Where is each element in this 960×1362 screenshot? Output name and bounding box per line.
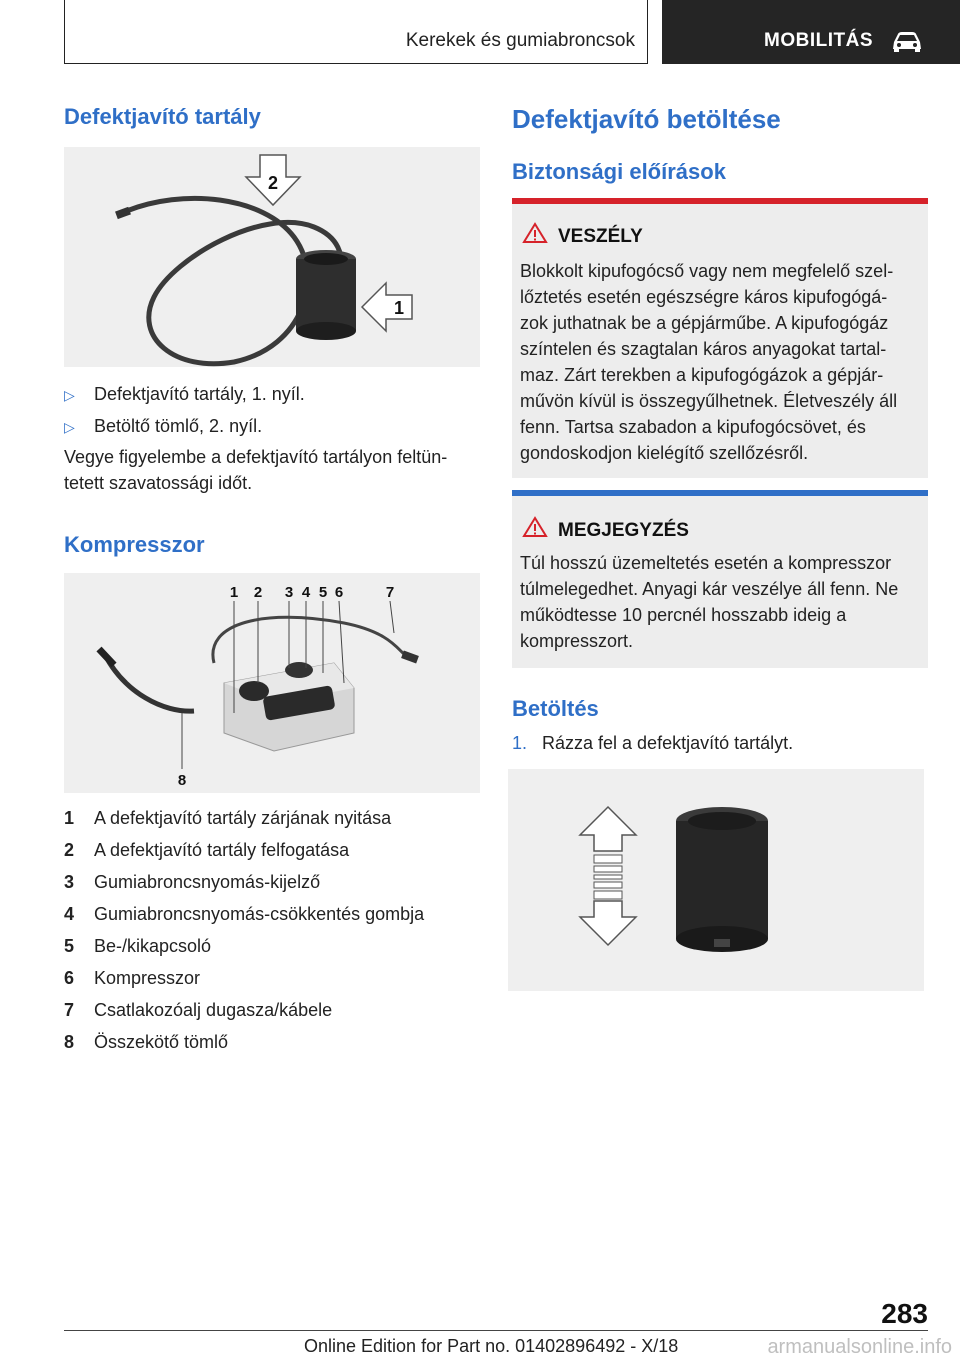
heading-repair-tank: Defektjavító tartály (64, 104, 261, 129)
diagram-number: 7 (385, 584, 395, 601)
step-text: Rázza fel a defektjavító tartályt. (542, 733, 794, 753)
edition-footer: Online Edition for Part no. 01402896492 - X/18 (304, 1336, 679, 1356)
diagram-number: 2 (253, 584, 263, 601)
shake-tank-illustration (508, 769, 924, 991)
legend-item: 8 Összekötő tömlő (64, 1032, 229, 1052)
diagram-number: 3 (284, 584, 294, 601)
legend-item: 5 Be-/kikapcsoló (64, 936, 212, 956)
diagram-number: 8 (177, 772, 187, 789)
notice-title: MEGJEGYZÉS (558, 520, 689, 541)
notice-bar (512, 490, 928, 496)
legend-item: 7 Csatlakozóalj dugasza/kábele (64, 1000, 333, 1020)
danger-title: VESZÉLY (558, 226, 643, 247)
danger-text: Blokkolt kipufogócső vagy nem megfelelő szel- lőztetés esetén egészségre káros kipufogógá- zok juthatnak be a gépjárműbe. A kipufogógáz színtelen és szagtalan káros anyagokat tartal- maz. Zárt terekben a kipufogógázok a gépjár- művön kívül is összegyűlhetnek. Életveszély áll fenn. Tartsa szabadon a kipufogócsövet, és gondoskodjon kielégítő szellőzésről. (520, 261, 898, 463)
tank-arrow-2-label: 2 (267, 173, 279, 193)
tank-arrow-1-label: 1 (393, 298, 405, 318)
header-chapter-title: MOBILITÁS (764, 30, 873, 51)
legend-item: 4 Gumiabroncsnyomás-csökkentés gombja (64, 904, 425, 924)
legend-item: 1 A defektjavító tartály zárjának nyitása (64, 808, 392, 828)
step-number: 1. (512, 733, 528, 753)
diagram-number: 4 (301, 584, 311, 601)
triangle-bullet-icon: ▷ (64, 387, 75, 403)
bullet-item: ▷ Defektjavító tartály, 1. nyíl. (64, 381, 305, 408)
diagram-number: 5 (318, 584, 328, 601)
page-number: 283 (881, 1298, 928, 1329)
legend-item: 6 Kompresszor (64, 968, 201, 988)
diagram-number: 1 (229, 584, 239, 601)
danger-box (512, 198, 928, 478)
header-section-box (64, 0, 648, 64)
header-section-title: Kerekek és gumiabroncsok (405, 30, 635, 51)
heading-filling: Betöltés (512, 696, 599, 721)
warning-triangle-icon (522, 516, 548, 538)
legend-item: 3 Gumiabroncsnyomás-kijelző (64, 872, 321, 892)
heading-compressor: Kompresszor (64, 532, 205, 557)
notice-box (512, 490, 928, 668)
compressor-illustration (64, 573, 480, 793)
diagram-number: 6 (334, 584, 344, 601)
legend-item: 2 A defektjavító tartály felfogatása (64, 840, 350, 860)
car-icon (890, 30, 924, 52)
danger-bar (512, 198, 928, 204)
watermark: armanualsonline.info (767, 1336, 952, 1358)
triangle-bullet-icon: ▷ (64, 419, 75, 435)
page-title: Defektjavító betöltése (512, 104, 781, 134)
heading-safety: Biztonsági előírások (512, 159, 726, 184)
footer-divider (64, 1330, 928, 1331)
notice-text: Túl hosszú üzemeltetés esetén a kompresszor túlmelegedhet. Anyagi kár veszélye áll fenn. Ne működtesse 10 percnél hosszabb ideig a kompresszort. (520, 553, 899, 651)
warranty-note: Vegye figyelembe a defektjavító tartályon feltün- tetett szavatossági időt. (64, 447, 448, 493)
repair-tank-illustration (64, 147, 480, 367)
header-chapter-box (662, 0, 960, 64)
step-item (512, 730, 793, 756)
bullet-item: ▷ Betöltő tömlő, 2. nyíl. (64, 413, 262, 440)
warning-triangle-icon (522, 222, 548, 244)
